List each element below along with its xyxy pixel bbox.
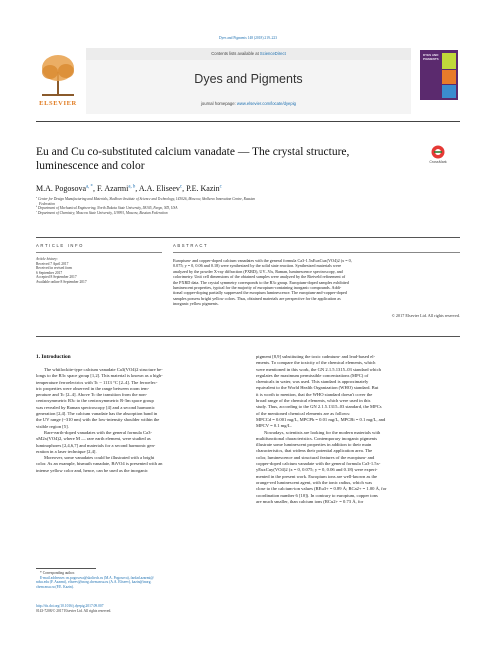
article-title xyxy=(36,145,406,173)
body-line: tric properties were observed in the range between room tem- xyxy=(36,385,150,391)
body-line: color. As an example, bismuth vanadate, BiVO4 is presented with an xyxy=(36,461,163,467)
cover-title: DYES AND PIGMENTS xyxy=(423,53,439,61)
cover-graphic-2 xyxy=(442,70,456,84)
journal-reference[interactable]: Dyes and Pigments 148 (2018) 219–223 xyxy=(219,36,277,40)
author-2: F. Azarmi xyxy=(96,184,129,193)
body-column-left xyxy=(36,367,243,474)
author-1-sup[interactable]: a, * xyxy=(86,184,93,190)
doi-link[interactable]: http://dx.doi.org/10.1016/j.dyepig.2017.09.007 xyxy=(36,604,104,608)
body-line: xM2x(VO4)2, where M — rare earth element, were studied as xyxy=(36,436,151,442)
body-line: of the mentioned chemical elements are as follows: xyxy=(256,410,351,416)
corresponding-author-note: * Corresponding author. xyxy=(40,571,75,575)
section-rule xyxy=(36,237,460,238)
elsevier-tree-icon xyxy=(36,50,80,100)
doi-block xyxy=(36,604,336,613)
body-line: color, luminescence and structural features of the europium- and xyxy=(256,454,375,460)
body-line: Rare-earth-doped vanadates with the general formula Ca3- xyxy=(44,429,152,435)
issn-line: 0143-7208/© 2017 Elsevier Ltd. All rights reserved. xyxy=(36,608,112,613)
body-line: are much smaller, than calcium ions (RCu2+ = 0.73 Å, for xyxy=(256,498,364,504)
body-line: broad range of the chemical elements, which were used in this xyxy=(256,398,371,404)
body-line: the UV range (~310 nm) with the low-intensity shoulder within the xyxy=(36,417,160,423)
body-line: luminophores [2,4,6,7] and materials for a second harmonic gen- xyxy=(36,442,156,448)
header-rule xyxy=(36,121,460,122)
body-line: MPCCd = 0.001 mg/L, MPCPb = 0.01 mg/L, MPCBi = 0.1 mg/L, and xyxy=(256,416,386,422)
abstract xyxy=(173,243,460,318)
history-label: Article history: xyxy=(36,257,58,261)
affiliations xyxy=(36,197,456,215)
body-line: illustrate some luminescent properties in addition to their main xyxy=(256,442,372,448)
header-title-panel xyxy=(86,60,411,114)
body-line: pigment [8,9] substituting the toxic cadmium- and lead-based el- xyxy=(256,354,376,359)
body-line: study. Thus, according to the GN 2.1.5.1315–03 standard, the MPCs xyxy=(256,404,382,410)
email-line[interactable]: ndsu.edu (F. Azarmi), eliseev@inorg.chem.msu.ru (A.A. Eliseev), kazin@inorg. xyxy=(36,580,152,585)
copyright-line: © 2017 Elsevier Ltd. All rights reserved. xyxy=(391,312,460,318)
author-3: A.A. Eliseev xyxy=(138,184,180,193)
abstract-line: colorimetry. Unit cell dimensions of the obtained samples were analyzed by the Rietveld refinement of xyxy=(173,274,346,280)
article-info xyxy=(36,243,162,285)
history-line: Received 7 April 2017 xyxy=(36,261,69,266)
homepage-link[interactable]: www.elsevier.com/locate/dyepig xyxy=(236,101,296,106)
body-line: chemicals in water, was used. This standard is approximately xyxy=(256,379,369,385)
homepage-prefix: journal homepage: xyxy=(201,101,237,106)
body-line: The whitlockite-type calcium vanadate Ca3(VO4)2 structure be- xyxy=(44,367,163,372)
body-line: perature and Tc [2–4]. Above Tc the transition from the non- xyxy=(36,392,148,398)
author-list: M.A. Pogosova$^{a, *}$, F. Azarmi$^{a, b}$, A.A. Eliseev$^c$, P.E. Kazin$^c$ xyxy=(36,184,222,193)
affiliation-c: $^c$ Department of Chemistry, Moscow State University, 119991, Moscow, Russian Federation xyxy=(36,210,168,215)
body-line: it is worth to mention, that the WHO standard doesn't cover the xyxy=(256,391,373,397)
abstract-bottom-rule xyxy=(36,336,460,337)
body-line: visible region [5]. xyxy=(36,423,69,429)
homepage-line xyxy=(86,101,411,106)
title-line-1: Eu and Cu co-substituted calcium vanadate — The crystal structure, xyxy=(36,146,350,158)
body-line: equivalent to the World Health Organization (WHO) standard. But xyxy=(256,385,379,391)
body-line: temperature ferroelectrics with Tc ~ 1113 °C [2–4]. The ferroelec- xyxy=(36,379,158,385)
abstract-line: Europium- and copper-doped calcium vanadates with the general formula Ca3-1.5xEuxCux(VO4)2 (x = 0, xyxy=(173,258,352,263)
abstract-line: analyzed by the powder X-ray diffraction (PXRD), UV–Vis, Raman, luminescence spectroscopy, and xyxy=(173,268,343,274)
cover-graphic-3 xyxy=(442,85,456,98)
history-line: Available online 8 September 2017 xyxy=(36,279,87,284)
body-line: regulates the maximum permissible concentrations (MPC) of xyxy=(256,372,369,378)
body-line: ements. To compare the toxicity of the chemical elements, which xyxy=(256,360,376,366)
body-line: Moreover, some vanadates could be illustrated with a bright xyxy=(44,455,155,461)
body-line: multifunctional characteristics. Contemporary inorganic pigments xyxy=(256,435,377,441)
section-heading-introduction: 1. Introduction xyxy=(36,354,71,360)
body-line: orange-red luminescent agent, with the ionic radius, which was xyxy=(256,479,373,485)
body-line: yEuxCuy(VO4)2 (x = 0, 0.075; y = 0, 0.06 and 0.18) were experi- xyxy=(256,467,378,473)
email-line[interactable]: chem.msu.ru (P.E. Kazin). xyxy=(36,584,74,589)
publisher-name: ELSEVIER xyxy=(39,100,77,107)
author-4-sup[interactable]: c xyxy=(219,184,222,190)
abstract-line: samples possess bright yellow colors. Thus, obtained materials are perspective for the application as xyxy=(173,295,341,301)
abstract-line: the PXRD data. The crystal symmetry corresponds to the R3c group. Europium-doped samples exhibited xyxy=(173,279,349,285)
crossmark-label: CrossMark xyxy=(429,160,447,164)
affiliation-b: $^b$ Department of Mechanical Engineering, North Dakota State University, 58105, Fargo, ND, USA xyxy=(36,206,178,211)
abstract-line: inorganic yellow pigments. xyxy=(173,301,219,307)
author-2-sup[interactable]: a, b xyxy=(128,184,136,190)
footnote xyxy=(36,571,243,589)
body-line: were mentioned in this work, the GN 2.1.5.1315–03 standard which xyxy=(256,366,381,372)
affiliation-a-cont: Federation xyxy=(39,201,55,206)
title-line-2: luminescence and color xyxy=(36,160,145,172)
contents-line xyxy=(86,51,411,56)
body-line: MPCV = 0.1 mg/L. xyxy=(256,423,292,429)
email-line[interactable]: E-mail addresses: m.pogosova@skoltech.ru (M.A. Pogosova), fardad.azarmi@ xyxy=(40,575,154,580)
journal-cover xyxy=(420,50,458,100)
history-line: Received in revised form xyxy=(36,266,73,271)
abstract-line: 0.075; y = 0, 0.06 and 0.18) were synthesized by the solid state reaction. Synthesized materials were xyxy=(173,263,342,269)
article-info-heading: ARTICLE INFO xyxy=(36,243,84,248)
crossmark-badge[interactable] xyxy=(417,145,459,171)
author-3-sup[interactable]: c xyxy=(179,184,183,190)
abstract-line: tional copper-doping partially suppressed the europium luminescence. The europium-and-copper-doped xyxy=(173,290,347,296)
body-line: characteristics, that widens their potential application area. The xyxy=(256,448,373,454)
body-line: eration in a laser technique [2,4]. xyxy=(36,448,97,454)
body-line: Nowadays, scientists are looking for the modern materials with xyxy=(264,429,381,435)
body-line: mented in the present work. Europium ions are well-known as the xyxy=(256,473,378,479)
body-column-right xyxy=(256,354,460,505)
crossmark-icon xyxy=(431,145,445,159)
body-line: generation [2,4]. The calcium vanadate has the absorption band in xyxy=(36,411,158,417)
history-line: 6 September 2017 xyxy=(36,270,63,275)
body-line: coordination number 6 [10]). In contrary to europium, copper ions xyxy=(256,492,378,498)
history-line: Accepted 8 September 2017 xyxy=(36,275,77,280)
journal-header xyxy=(36,48,460,120)
body-line: was revealed by Raman spectroscopy [4] and a second harmonic xyxy=(36,404,155,410)
body-line: centrosymmetric R3c to the centrosymmetric R-3m space group xyxy=(36,398,154,404)
sciencedirect-link[interactable]: ScienceDirect xyxy=(259,51,286,56)
body-line: intense yellow color and, hence, can be used as the inorganic xyxy=(36,467,148,473)
abstract-heading: ABSTRACT xyxy=(173,243,209,248)
body-line: close to the calcium-ion values (REu3+ = 0.89 Å; RCa2+ = 1.00 Å, for xyxy=(256,486,387,492)
footnote-rule xyxy=(36,568,96,569)
abstract-line: luminescent properties, typical for the majority of europium-containing inorganic compounds. Addi- xyxy=(173,285,342,291)
contents-prefix: Contents lists available at xyxy=(211,51,260,56)
cover-graphic-1 xyxy=(442,53,456,69)
author-1: M.A. Pogosova xyxy=(36,184,87,193)
author-4: P.E. Kazin xyxy=(186,184,220,193)
elsevier-logo xyxy=(36,50,80,108)
journal-title: Dyes and Pigments xyxy=(194,72,303,86)
affiliation-a: $^a$ Center for Design Manufacturing and Materials, Skolkovo Institute of Science and Technology, 143026, Moscow, Skolkovo Innovation Centre, Russian xyxy=(36,196,256,201)
abstract-body xyxy=(173,258,460,307)
body-line: copper-doped calcium vanadate with the general formula Ca3-1.5x- xyxy=(256,461,381,467)
body-line: longs to the R3c space group [1,2]. This material is known as a high- xyxy=(36,373,163,379)
